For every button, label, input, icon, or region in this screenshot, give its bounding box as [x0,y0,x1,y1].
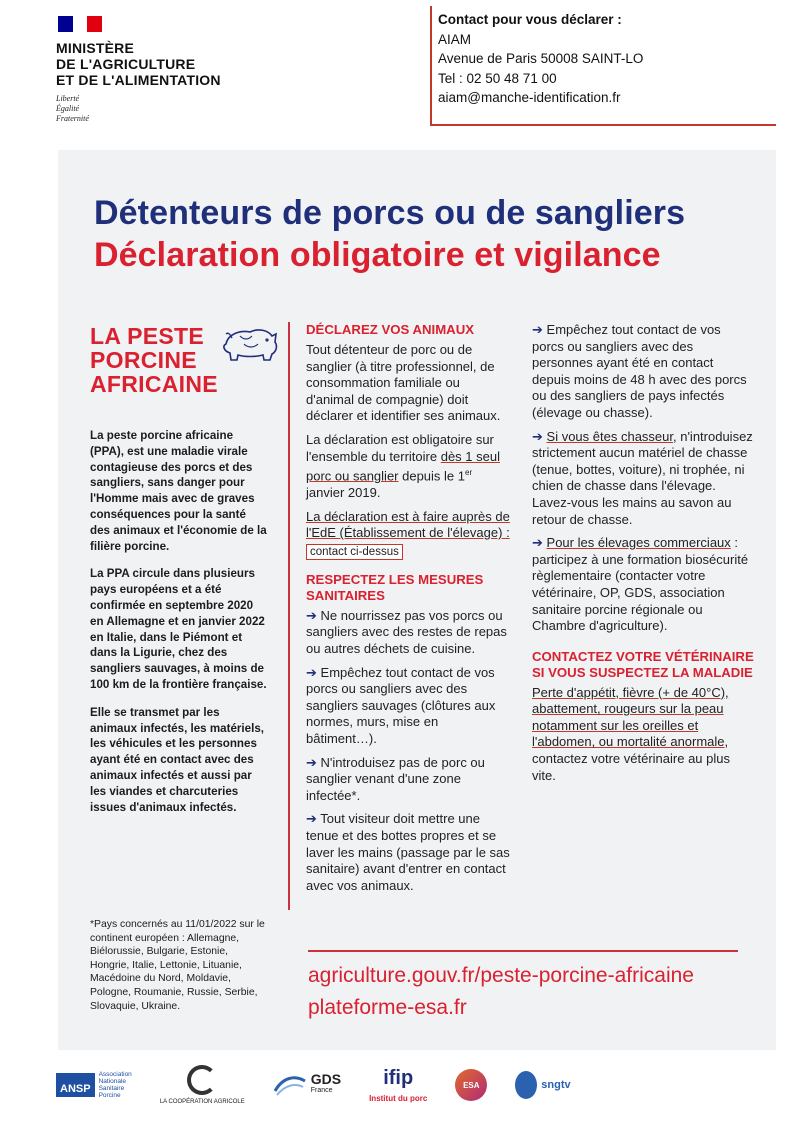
esa-logo: ESA [455,1069,487,1101]
page-title: Détenteurs de porcs ou de sangliers [94,194,686,232]
measure-item: ➔ Empêchez tout contact de vos porcs ou sangliers avec des sangliers sauvages (clôtures aux normes, murs, mise en bâtiment…). [306,664,496,747]
sngtv-mark-icon [515,1071,537,1099]
declare-paragraph-1: Tout détenteur de porc ou de sanglier (à titre professionnel, de consommation familiale ou d'animal de compagnie) doit déclarer et identifier ses animaux. [306,342,501,424]
links-divider [308,950,738,952]
vet-heading: CONTACTEZ VOTRE VÉTÉRINAIRE SI VOUS SUSPECTEZ LA MALADIE [532,648,754,680]
link-agriculture[interactable]: agriculture.gouv.fr/peste-porcine-africaine [308,964,694,987]
contact-tag: contact ci-dessus [306,544,403,560]
flag-icon [58,16,102,32]
arrow-icon: ➔ [306,811,317,827]
ppa-paragraph-1: La peste porcine africaine (PPA), est une maladie virale contagieuse des porcs et des sangliers, sans danger pour l'Homme mais avec de graves conséquences pour la santé des animaux et l'économie de la filière porcine. [90,429,267,553]
ppa-description [90,428,268,827]
coop-c-icon [187,1065,217,1095]
measure-item: ➔ Empêchez tout contact de vos porcs ou sangliers avec des personnes ayant été en contact depuis moins de 48 h avec des porcs ou des sangliers de pays infectés (élevage ou chasse). [532,322,747,420]
pig-icon [218,322,280,368]
declare-heading: DÉCLAREZ VOS ANIMAUX [306,322,475,337]
arrow-icon: ➔ [532,322,543,337]
contact-org: AIAM [438,31,472,47]
middle-column [306,322,510,901]
sngtv-logo: sngtv [515,1071,570,1099]
arrow-icon: ➔ [532,535,543,551]
measure-item: ➔ Tout visiteur doit mettre une tenue et des bottes propres et se laver les mains (passage par le sas sanitaire) avant d'entrer en contact avec vos animaux. [306,811,510,893]
measure-item: ➔ N'introduisez pas de porc ou sanglier venant d'une zone infectée*. [306,754,485,803]
right-column [532,322,754,791]
ministry-name: MINISTÈRE DE L'AGRICULTURE ET DE L'ALIMENTATION [56,40,221,88]
arrow-icon: ➔ [306,664,317,680]
declare-paragraph-3: La déclaration est à faire auprès de l'EdE (Établissement de l'élevage) : contact ci-dessus [306,508,510,558]
contact-address: Avenue de Paris 50008 SAINT-LO [438,51,644,66]
contact-box [430,6,776,126]
measure-item: ➔ Si vous êtes chasseur, n'introduisez strictement aucun matériel de chasse (tenue, bottes, voiture), ni trophée, ni chien de chasse dans l'élevage. Lavez-vous les mains au savon au retour de chasse. [532,428,753,527]
contact-title: Contact pour vous déclarer : [438,12,622,27]
arrow-icon: ➔ [306,754,317,770]
contact-phone: Tel : 02 50 48 71 00 [438,70,557,86]
countries-footnote: *Pays concernés au 11/01/2022 sur le continent européen : Allemagne, Biélorussie, Bulgarie, Estonie, Hongrie, Italie, Lettonie, Lituanie, Macédoine du Nord, Moldavie, Pologne, Roumanie, Russie, Serbie, Slovaquie, Ukraine. [90,919,265,1012]
ppa-title: LA PESTE PORCINE AFRICAINE [90,323,218,397]
column-divider [288,322,290,910]
ppa-paragraph-2: La PPA circule dans plusieurs pays européens et a été confirmée en septembre 2020 en Allemagne et en janvier 2022 en Italie, dans le Piémont et dans la Ligurie, chez des sangliers sauvages, à moins de 100 km de la frontière française. [90,567,267,691]
link-esa[interactable]: plateforme-esa.fr [308,996,467,1019]
main-panel [58,150,776,1050]
arrow-icon: ➔ [306,607,317,623]
page-subtitle: Déclaration obligatoire et vigilance [94,236,661,274]
partner-logos [56,1060,756,1110]
arrow-icon: ➔ [532,428,543,444]
coop-logo: LA COOPÉRATION AGRICOLE [160,1065,245,1105]
ansp-logo: ANSP Association Nationale Sanitaire Porcine [56,1071,132,1099]
republic-motto: Liberté Égalité Fraternité [56,94,89,123]
contact-email[interactable]: aiam@manche-identification.fr [438,90,621,105]
ifip-logo: ifip Institut du porc [369,1067,428,1103]
vet-paragraph: Perte d'appétit, fièvre (+ de 40°C), abattement, rougeurs sur la peau notamment sur les oreilles et l'abdomen, ou mortalité anormale, contactez votre vétérinaire au plus vite. [532,684,730,783]
measures-heading: RESPECTEZ LES MESURES SANITAIRES [306,571,484,603]
measure-item: ➔ Pour les élevages commerciaux : participez à une formation biosécurité règlementaire (contacter votre vétérinaire, OP, GDS, association sanitaire porcine régionale ou Chambre d'agriculture). [532,535,749,634]
ppa-paragraph-3: Elle se transmet par les animaux infectés, les matériels, les véhicules et les personnes ayant été en contact avec des animaux infectés et aussi par les viandes et charcuteries issues d'animaux infectés. [90,705,264,814]
ministry-block [56,16,276,124]
gds-swoosh-icon [273,1073,307,1097]
declare-paragraph-2: La déclaration est obligatoire sur l'ensemble du territoire dès 1 seul porc ou sanglier depuis le 1er janvier 2019. [306,431,500,501]
measure-item: ➔ Ne nourrissez pas vos porcs ou sangliers avec des restes de repas ou autres déchets de cuisine. [306,607,507,657]
gds-logo: GDS France [273,1073,341,1097]
